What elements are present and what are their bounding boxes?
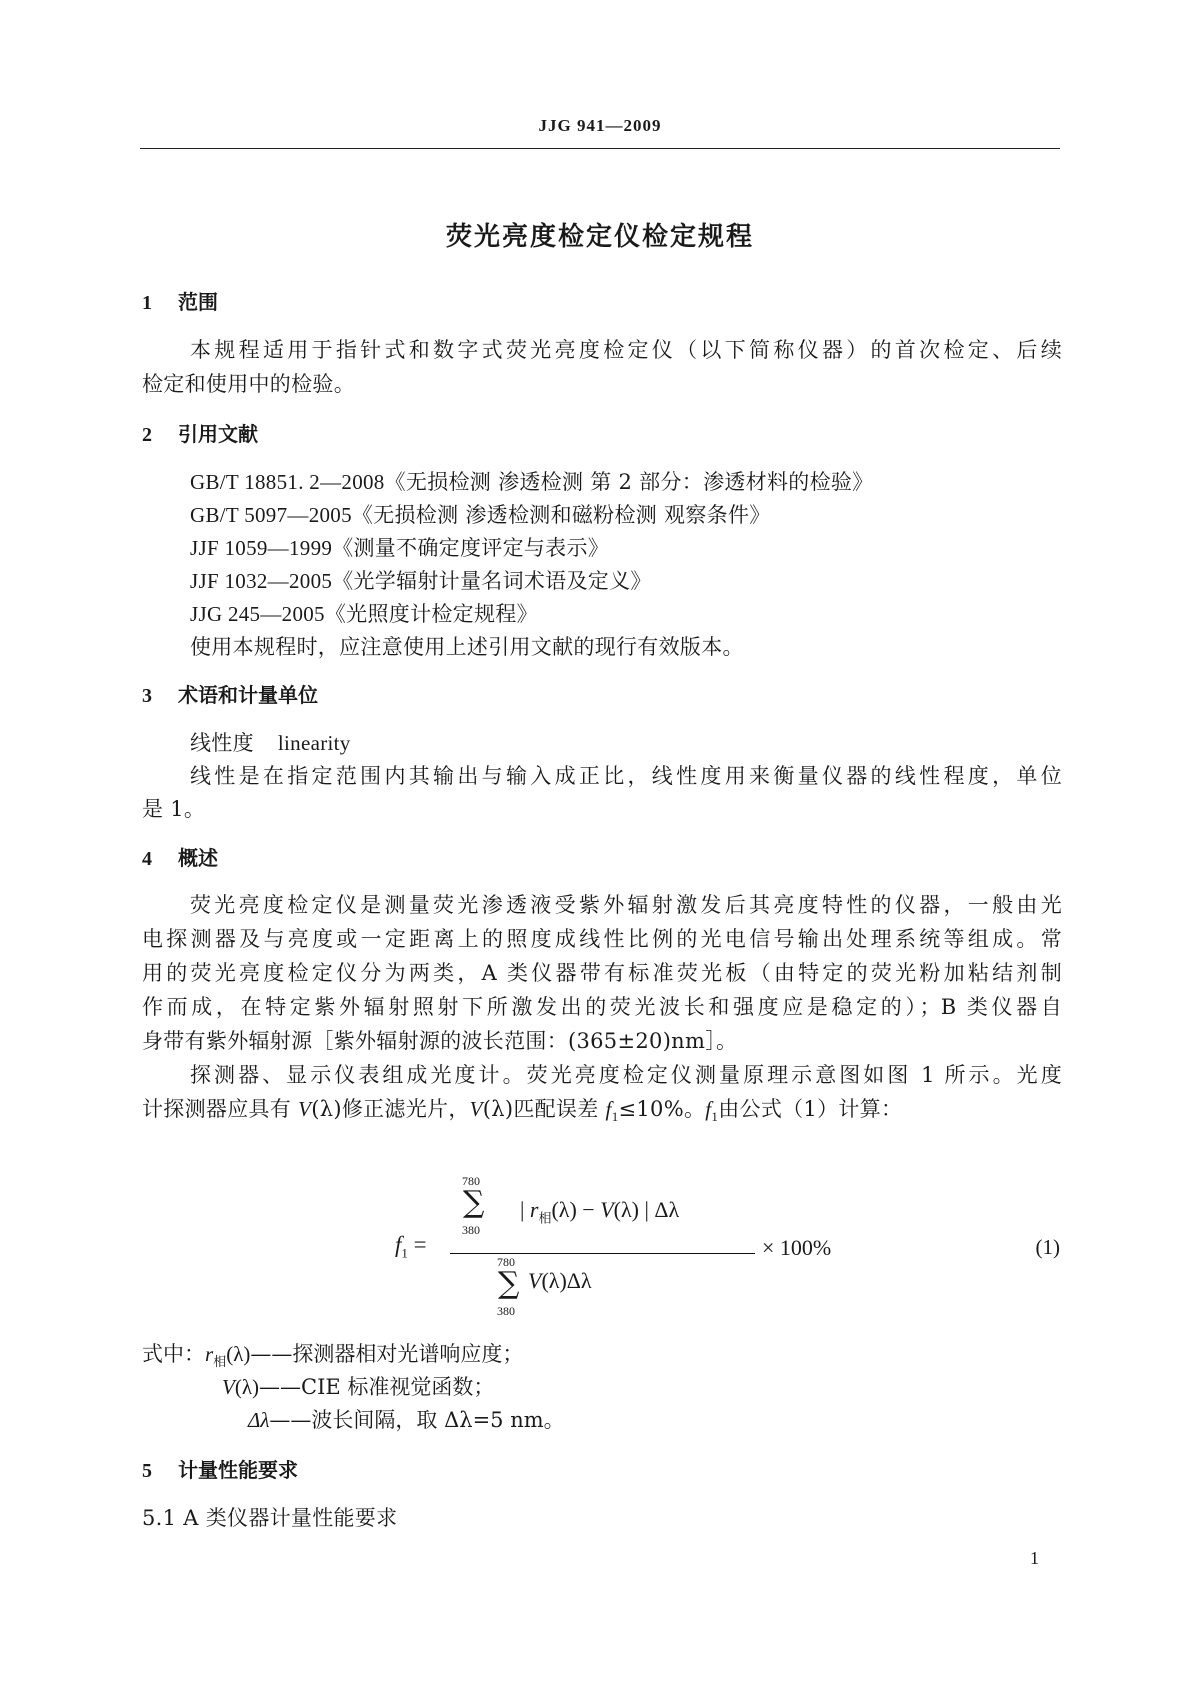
where-line-2 (222, 1371, 494, 1401)
section-4-heading (142, 842, 218, 871)
numerator-sigma: ∑ (463, 1185, 485, 1220)
where-definition: ——波长间隔，取 Δλ=5 nm。 (269, 1408, 565, 1432)
symbol-r: r (529, 1197, 539, 1222)
overview-p2-line-1: 探测器、显示仪表组成光度计。荧光亮度检定仪测量原理示意图如图 1 所示。光度 (190, 1063, 1062, 1087)
section-2-heading (142, 418, 258, 447)
section-number: 5 (142, 1460, 152, 1482)
denominator-sum-lower: 380 (497, 1304, 515, 1318)
symbol-delta-lambda: Δλ (248, 1408, 270, 1432)
where-definition: ——CIE 标准视觉函数； (259, 1375, 495, 1399)
denominator-sigma: ∑ (498, 1266, 520, 1301)
subscript: 1 (611, 1109, 619, 1125)
reference-code: GB/T 5097—2005 (190, 503, 352, 527)
numerator-expression (520, 1197, 679, 1226)
overview-p1-line-3: 用的荧光亮度检定仪分为两类，A 类仪器带有标准荧光板（由特定的荧光粉加粘结剂制 (142, 961, 1062, 985)
text-segment: (λ) (226, 1342, 251, 1366)
text-segment: (λ)修正滤光片， (311, 1097, 470, 1121)
numerator-sum-upper: 780 (462, 1174, 480, 1188)
section-3-heading (142, 679, 318, 708)
reference-code: JJF 1032—2005 (190, 569, 333, 593)
symbol-v: V (298, 1097, 312, 1121)
subscript: 相 (538, 1210, 552, 1226)
formula-1 (370, 1174, 1060, 1320)
reference-code: JJF 1059—1999 (190, 536, 333, 560)
reference-title: 《测量不确定度评定与表示》 (332, 536, 610, 560)
term-definition-line-1: 线性是在指定范围内其输出与输入成正比，线性度用来衡量仪器的线性程度，单位 (190, 764, 1062, 788)
symbol-v: V (469, 1097, 483, 1121)
where-definition: ——探测器相对光谱响应度； (250, 1342, 524, 1366)
running-header: JJG 941—2009 (538, 116, 662, 135)
symbol-v: V (600, 1197, 614, 1222)
section-title: 范围 (178, 290, 218, 314)
numerator-sum-lower: 380 (462, 1223, 480, 1237)
symbol-r: r (205, 1342, 214, 1366)
text-segment: | (520, 1197, 530, 1222)
subscript: 相 (213, 1355, 227, 1371)
reference-code: JJG 245—2005 (190, 602, 325, 626)
scope-line-2: 检定和使用中的检验。 (142, 372, 355, 396)
symbol-v: V (528, 1268, 542, 1293)
subscript: 1 (711, 1109, 719, 1125)
section-5-heading (142, 1454, 298, 1483)
reference-code: GB/T 18851. 2—2008 (190, 470, 385, 494)
fraction-bar (450, 1253, 755, 1254)
header-rule (140, 148, 1060, 149)
reference-title: 《无损检测 渗透检测和磁粉检测 观察条件》 (351, 503, 771, 527)
subscript: 1 (401, 1245, 408, 1261)
symbol-f: f (605, 1097, 612, 1121)
text-segment: (λ) | Δλ (613, 1197, 680, 1222)
page-number: 1 (1030, 1548, 1039, 1568)
equals-sign: = (407, 1232, 427, 1257)
symbol-f: f (395, 1232, 402, 1257)
denominator-sum-upper: 780 (497, 1255, 515, 1269)
reference-title: 《光照度计检定规程》 (324, 602, 538, 626)
reference-3 (190, 532, 609, 562)
formula-multiplier: × 100% (762, 1235, 832, 1260)
section-title: 概述 (178, 846, 218, 870)
section-number: 2 (142, 424, 152, 446)
text-segment: (λ)匹配误差 (482, 1097, 606, 1121)
section-title: 计量性能要求 (178, 1458, 298, 1482)
reference-title: 《光学辐射计量名词术语及定义》 (332, 569, 652, 593)
document-title: 荧光亮度检定仪检定规程 (445, 222, 754, 252)
overview-p2-line-2 (142, 1093, 902, 1125)
term-line (190, 727, 351, 757)
section-1-heading (142, 286, 218, 315)
text-segment: (λ)Δλ (541, 1268, 592, 1293)
text-segment: (λ) (234, 1375, 259, 1399)
symbol-f: f (705, 1097, 712, 1121)
text-segment: ≤10%。 (618, 1097, 706, 1121)
where-line-3 (248, 1404, 565, 1434)
overview-p1-line-2: 电探测器及与亮度或一定距离上的照度成线性比例的光电信号输出处理系统等组成。常 (142, 927, 1062, 951)
reference-1 (190, 466, 873, 496)
where-line-1 (142, 1338, 523, 1370)
overview-p1-line-5: 身带有紫外辐射源［紫外辐射源的波长范围：(365±20)nm］。 (142, 1029, 738, 1053)
term-chinese: 线性度 (190, 731, 254, 755)
subsection-5-1: 5.1 A 类仪器计量性能要求 (142, 1506, 398, 1530)
overview-p1-line-4: 作而成，在特定紫外辐射照射下所激发出的荧光波长和强度应是稳定的）；B 类仪器自 (142, 995, 1062, 1019)
section-title: 引用文献 (178, 422, 258, 446)
denominator-expression (528, 1268, 592, 1294)
section-title: 术语和计量单位 (178, 683, 318, 707)
reference-2 (190, 499, 771, 529)
section-number: 3 (142, 685, 152, 707)
term-definition-line-2: 是 1。 (142, 797, 206, 821)
term-english: linearity (277, 731, 351, 755)
scope-line-1: 本规程适用于指针式和数字式荧光亮度检定仪（以下简称仪器）的首次检定、后续 (190, 338, 1062, 362)
text-segment: (λ) − (551, 1197, 601, 1222)
reference-note: 使用本规程时，应注意使用上述引用文献的现行有效版本。 (190, 635, 744, 659)
formula-lhs (395, 1232, 427, 1262)
where-lead: 式中： (142, 1342, 205, 1366)
text-segment: 计探测器应具有 (142, 1097, 299, 1121)
reference-5 (190, 598, 538, 628)
reference-title: 《无损检测 渗透检测 第 2 部分：渗透材料的检验》 (384, 470, 874, 494)
equation-number: (1) (1035, 1235, 1060, 1259)
reference-4 (190, 565, 652, 595)
section-number: 4 (142, 848, 152, 870)
overview-p1-line-1: 荧光亮度检定仪是测量荧光渗透液受紫外辐射激发后其亮度特性的仪器，一般由光 (190, 893, 1062, 917)
section-number: 1 (142, 292, 152, 314)
symbol-v: V (222, 1375, 235, 1399)
text-segment: 由公式（1）计算： (718, 1097, 903, 1121)
